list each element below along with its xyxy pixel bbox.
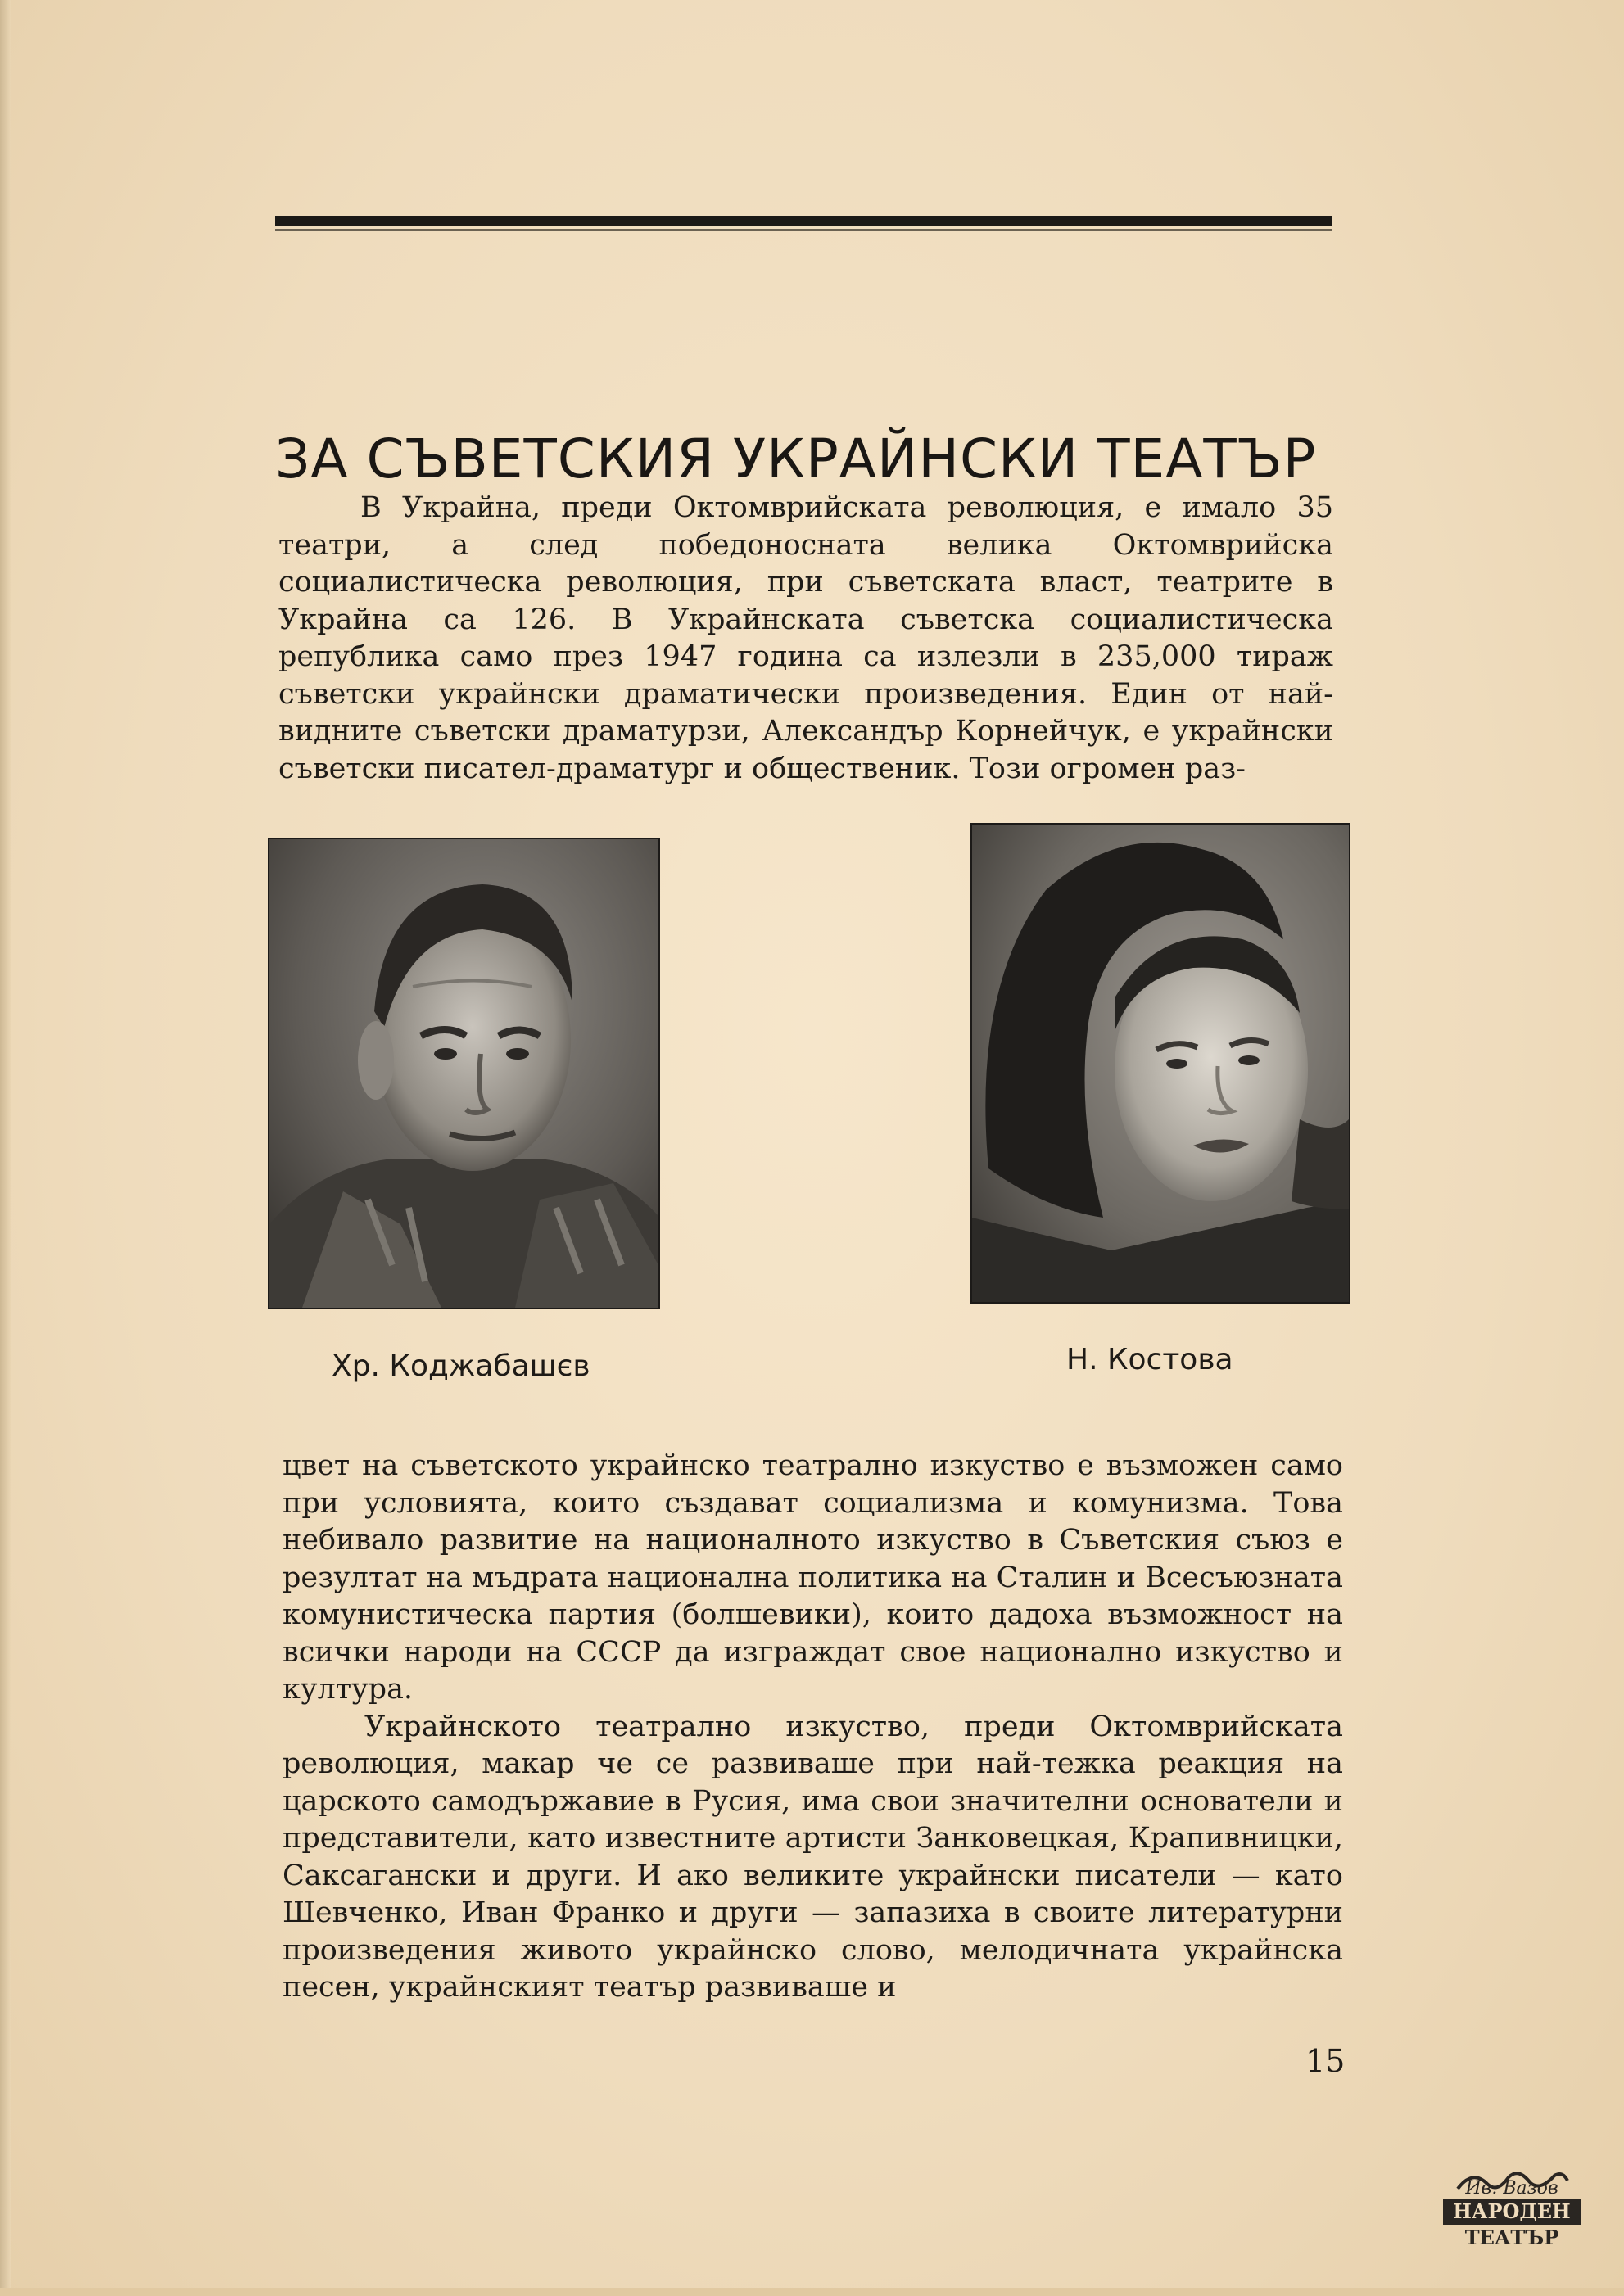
national-theatre-stamp-logo <box>1440 2164 1584 2253</box>
main-text-block <box>283 1448 1343 2007</box>
second-paragraph: Украйнското театрално изкуство, преди Октомврийската революция, макар че се развиваше при най-тежка реакция на царското самодържавие в Русия, има свои значителни основатели и представители, като известните артисти Занковецкая, Крапивницки, Саксагански и други. И ако великите украйнски писатели — като Шевченко, Иван Франко и други — запазиха в своите литературни произведения живото украйнско слово, мелодичната украйнска песен, украйнският театър развиваше и <box>283 1710 1343 2004</box>
intro-text-block <box>278 490 1333 788</box>
header-rule <box>275 216 1332 226</box>
continuation-paragraph: цвет на съветското украйнско театрално изкуство е възможен само при условията, които създават социализма и комунизма. Това небивало развитие на националното изкуство в Съветския съюз е резултат на мъдрата национална политика на Сталин и Всесъюзната комунистическа партия (болшевики), които дадоха възможност на всички народи на СССР да изграждат свое национално изкуство и култура. <box>283 1449 1343 1706</box>
page-left-edge <box>0 0 11 2296</box>
portrait-woman-image <box>972 825 1349 1302</box>
header-rule-thin <box>275 229 1332 231</box>
intro-paragraph: В Украйна, преди Октомврийската революция, е имало 35 театри, а след победоносната велика Октомврийска социалистическа революция, при съветската власт, театрите в Украйна са 126. В Украйнската съветска социалистическа република само през 1947 година са излезли в 235,000 тираж съветски украйнски драматически произведения. Един от най-видните съветски драматурзи, Александър Корнейчук, е украйнски съветски писател-драматург и общественик. Този огромен раз- <box>278 491 1333 785</box>
stamp-line-2: ТЕАТЪР <box>1464 2226 1559 2249</box>
portrait-man-image <box>269 839 658 1308</box>
photo-caption-kostova: Н. Костова <box>1066 1343 1233 1376</box>
stamp-signature: Ив. Вазов <box>1465 2178 1558 2199</box>
page-number: 15 <box>1305 2043 1346 2079</box>
article-title: ЗА СЪВЕТСКИЯ УКРАЙНСКИ ТЕАТЪР <box>275 427 1317 491</box>
page-bottom-edge <box>0 2288 1624 2296</box>
photo-caption-kodzhabashev: Хр. Коджабашєв <box>332 1349 590 1383</box>
portrait-photo-kostova <box>970 823 1350 1304</box>
stamp-line-1: НАРОДЕН <box>1453 2199 1571 2223</box>
portrait-photo-kodzhabashev <box>268 838 660 1309</box>
